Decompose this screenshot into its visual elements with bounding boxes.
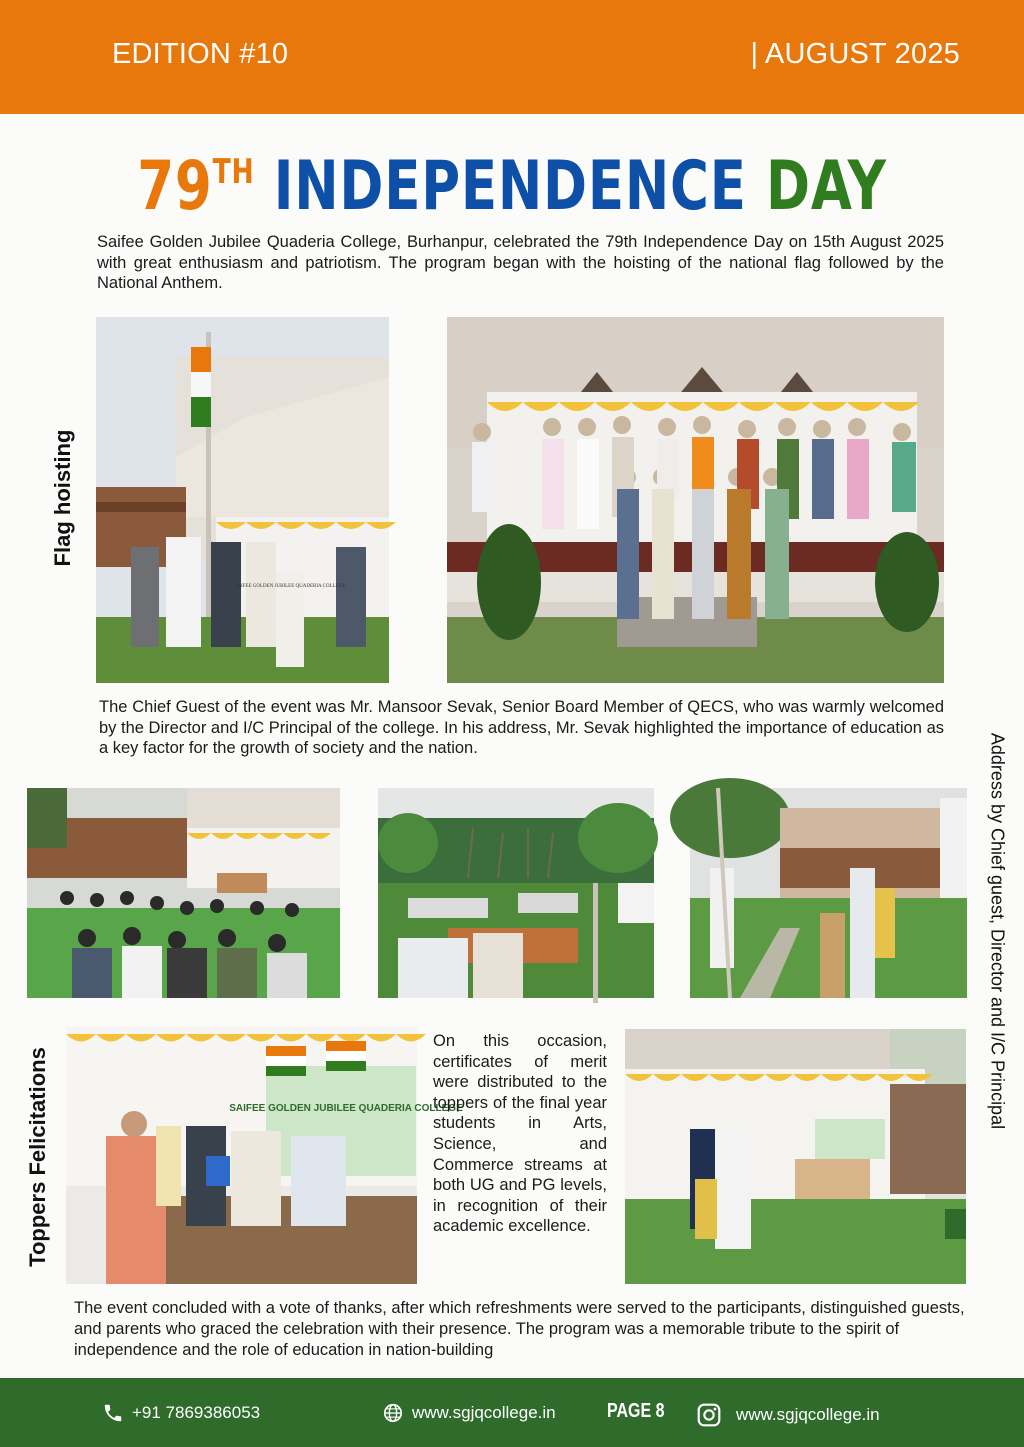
instagram-icon (696, 1402, 722, 1428)
globe-icon (382, 1402, 404, 1424)
photo-lawn (378, 788, 654, 998)
toppers-label: Toppers Felicitations (25, 1047, 50, 1267)
footer-phone[interactable] (102, 1402, 260, 1424)
photo-felicitation (66, 1026, 463, 1284)
title-suffix: TH (212, 152, 255, 192)
phone-icon (102, 1402, 124, 1424)
photo-speech (690, 788, 967, 998)
photo-group (447, 317, 944, 683)
flag-hoisting-label: Flag hoisting (50, 429, 75, 567)
footer-website[interactable] (382, 1402, 556, 1424)
edition-label: EDITION #10 (112, 38, 289, 70)
instagram-link: www.sgjqcollege.in (736, 1405, 880, 1424)
page-number: PAGE 8 (607, 1400, 665, 1422)
address-label: Address by Chief guest, Director and I/C Principal (987, 732, 1008, 1130)
phone-number: +91 7869386053 (132, 1403, 261, 1422)
title-middle: INDEPENDENCE (273, 147, 747, 226)
header-bar (0, 0, 1024, 114)
banner-sign: SAIFEE GOLDEN JUBILEE QUADERIA COLLEGE (229, 1103, 463, 1114)
photo-podium (625, 1029, 966, 1284)
photo-flag-hoisting (96, 317, 389, 683)
page-title (113, 132, 912, 227)
podium-sign: SAIFEE GOLDEN JUBILEE QUADERIA COLLEGE (234, 584, 346, 589)
footer-bar (0, 1378, 1024, 1447)
conclusion-paragraph: The event concluded with a vote of thanks, after which refreshments were served to the participants, distinguished guests, and parents who graced the celebration with their presence. The program was a memorable tribute to the spirit of independence and the role of education in nation-building (74, 1299, 965, 1359)
photo-audience (27, 788, 340, 998)
toppers-paragraph: On this occasion, certificates of merit were distributed to the toppers of the final year students in Arts, Science, and Commerce streams at both UG and PG levels, in recognition of their academic excellence. (433, 1032, 607, 1236)
footer-instagram[interactable] (696, 1402, 880, 1428)
title-day: DAY (766, 147, 887, 226)
website-link: www.sgjqcollege.in (412, 1403, 556, 1422)
issue-date: | AUGUST 2025 (750, 38, 960, 70)
title-number: 79 (137, 147, 213, 226)
intro-paragraph: Saifee Golden Jubilee Quaderia College, Burhanpur, celebrated the 79th Independence Day on 15th August 2025 with great enthusiasm and patriotism. The program began with the hoisting of the national flag followed by the National Anthem. (97, 233, 944, 293)
chief-guest-paragraph: The Chief Guest of the event was Mr. Mansoor Sevak, Senior Board Member of QECS, who was warmly welcomed by the Director and I/C Principal of the college. In his address, Mr. Sevak highlighted the importance of education as a key factor for the growth of society and the nation. (99, 698, 944, 758)
